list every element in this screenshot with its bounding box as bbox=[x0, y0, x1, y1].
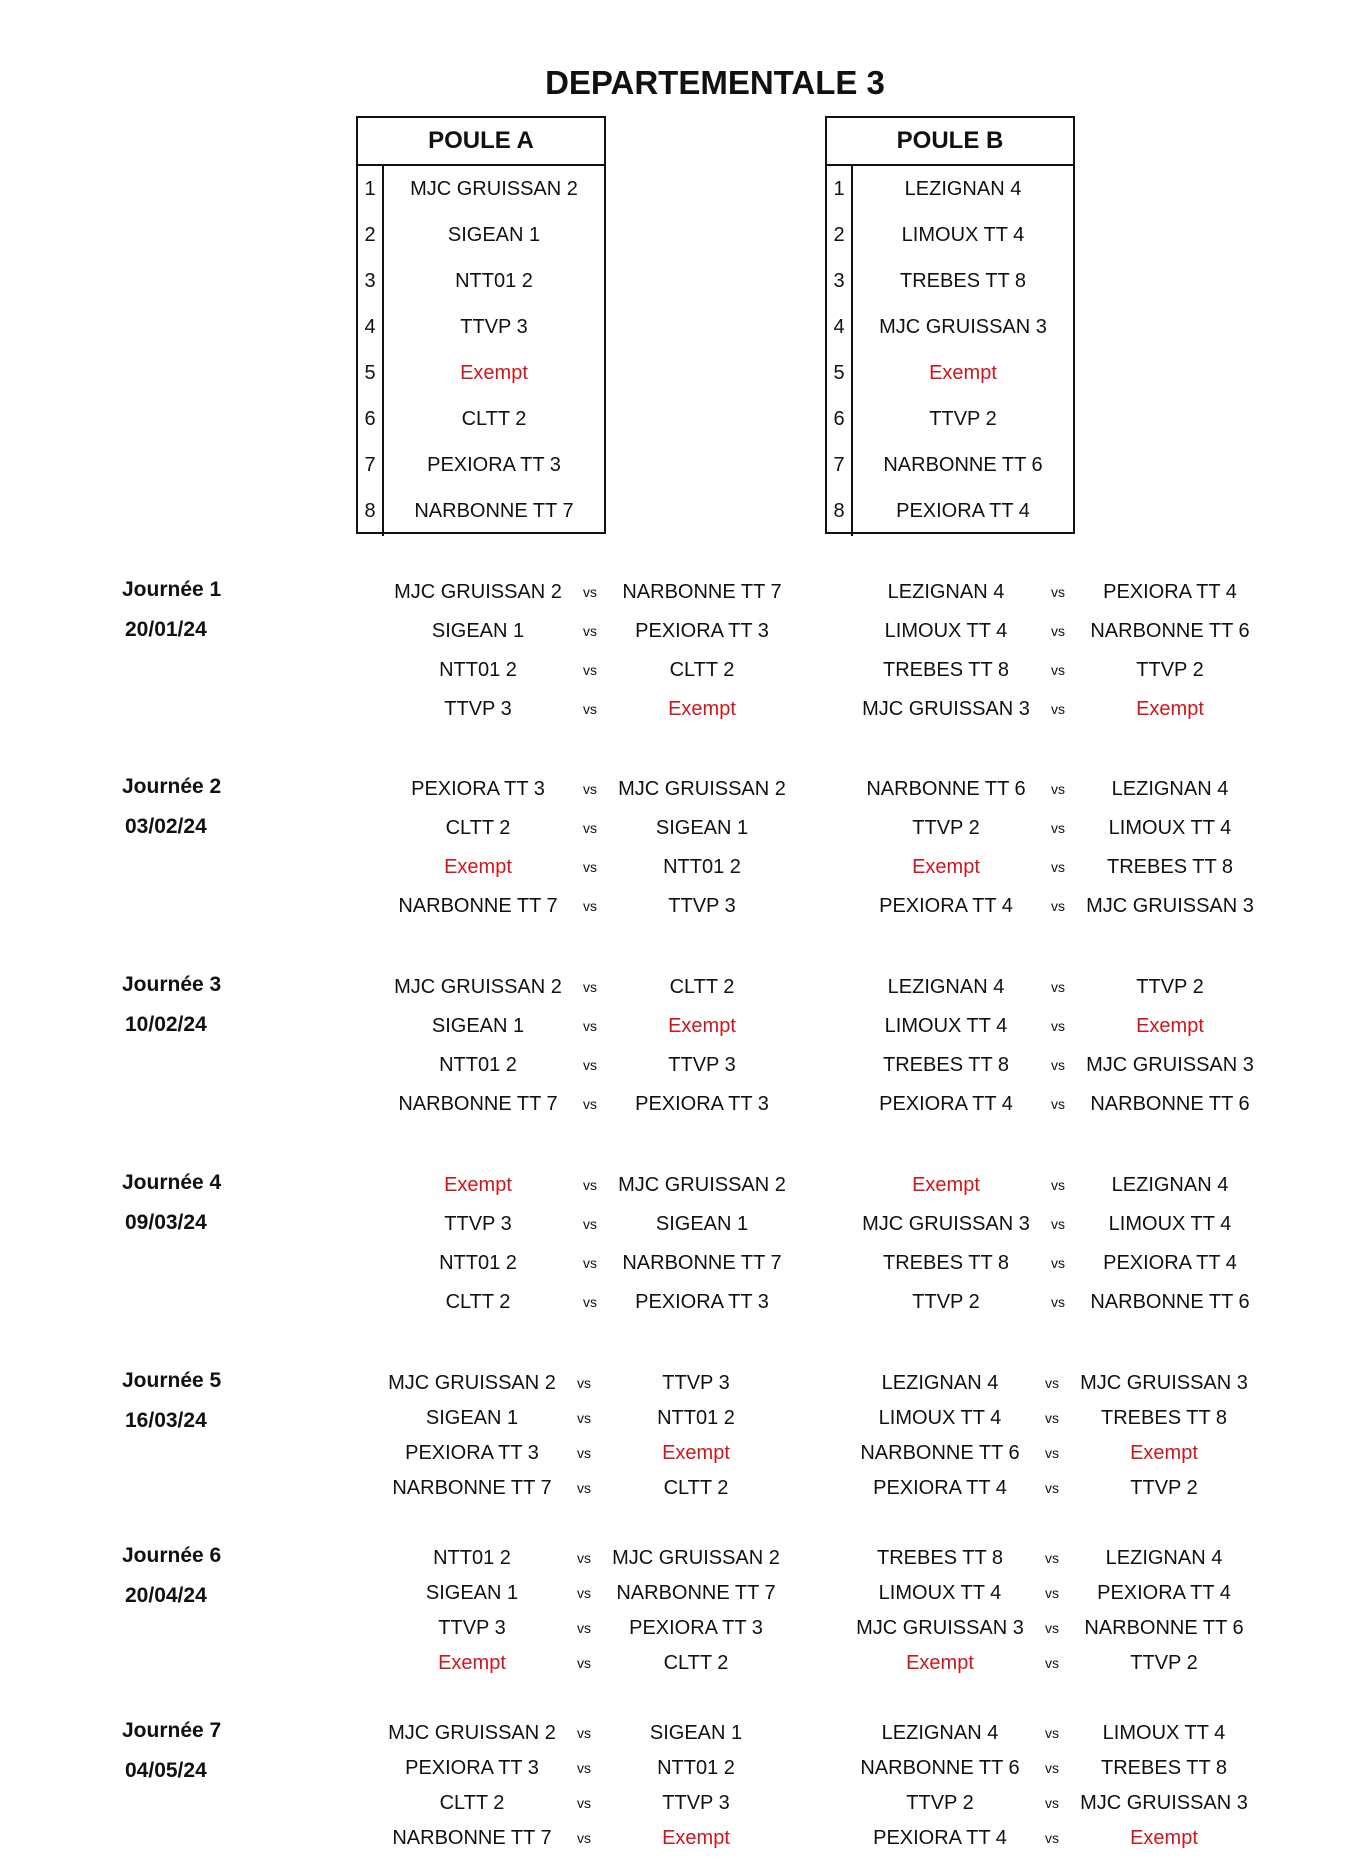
away-team: CLTT 2 bbox=[669, 659, 735, 681]
away-team: Exempt bbox=[1130, 1442, 1198, 1464]
home-team: PEXIORA TT 4 bbox=[873, 1827, 1007, 1849]
away-team: NARBONNE TT 7 bbox=[616, 1582, 776, 1604]
home-team: PEXIORA TT 3 bbox=[405, 1442, 539, 1464]
journee-label: Journée 5 bbox=[122, 1369, 222, 1392]
home-team: Exempt bbox=[444, 856, 512, 878]
team-number: 5 bbox=[364, 362, 376, 384]
away-team: PEXIORA TT 3 bbox=[629, 1617, 763, 1639]
home-team: NTT01 2 bbox=[439, 659, 517, 681]
poule-team-row bbox=[827, 166, 1073, 212]
vs-label: vs bbox=[1051, 1216, 1065, 1232]
journee-date: 09/03/24 bbox=[125, 1211, 207, 1234]
journee-date: 20/04/24 bbox=[125, 1584, 207, 1607]
home-team: LEZIGNAN 4 bbox=[887, 976, 1005, 998]
vs-label: vs bbox=[577, 1620, 591, 1636]
journee-label: Journée 6 bbox=[122, 1544, 222, 1567]
home-team: NARBONNE TT 7 bbox=[392, 1827, 552, 1849]
home-team: CLTT 2 bbox=[439, 1792, 505, 1814]
vs-label: vs bbox=[1045, 1585, 1059, 1601]
vs-label: vs bbox=[1045, 1795, 1059, 1811]
away-team: TTVP 2 bbox=[1136, 659, 1204, 681]
away-team: NARBONNE TT 6 bbox=[1090, 620, 1250, 642]
home-team: Exempt bbox=[906, 1652, 974, 1674]
home-team: SIGEAN 1 bbox=[425, 1407, 519, 1429]
vs-label: vs bbox=[1051, 662, 1065, 678]
vs-label: vs bbox=[1045, 1375, 1059, 1391]
away-team: LEZIGNAN 4 bbox=[1111, 778, 1229, 800]
team-name: PEXIORA TT 3 bbox=[427, 454, 561, 476]
away-team: SIGEAN 1 bbox=[655, 1213, 749, 1235]
away-team: PEXIORA TT 3 bbox=[635, 1291, 769, 1313]
poule-team-row bbox=[827, 396, 1073, 442]
poule-team-row bbox=[358, 166, 604, 212]
team-number: 1 bbox=[364, 178, 376, 200]
team-name: NTT01 2 bbox=[455, 270, 533, 292]
home-team: TTVP 2 bbox=[912, 1291, 980, 1313]
team-number: 7 bbox=[833, 454, 845, 476]
home-team: TTVP 2 bbox=[912, 817, 980, 839]
vs-label: vs bbox=[577, 1550, 591, 1566]
vs-label: vs bbox=[1045, 1480, 1059, 1496]
home-team: NTT01 2 bbox=[433, 1547, 511, 1569]
vs-label: vs bbox=[1051, 1177, 1065, 1193]
away-team: MJC GRUISSAN 2 bbox=[618, 1174, 786, 1196]
home-team: SIGEAN 1 bbox=[431, 1015, 525, 1037]
vs-label: vs bbox=[583, 1294, 597, 1310]
vs-label: vs bbox=[583, 979, 597, 995]
poule-team-row bbox=[358, 258, 604, 304]
page-title: DEPARTEMENTALE 3 bbox=[545, 64, 885, 101]
journee-date: 20/01/24 bbox=[125, 618, 207, 641]
poule-team-row bbox=[827, 488, 1073, 534]
vs-label: vs bbox=[1051, 701, 1065, 717]
away-team: NARBONNE TT 7 bbox=[622, 581, 782, 603]
vs-label: vs bbox=[577, 1655, 591, 1671]
home-team: NARBONNE TT 7 bbox=[398, 895, 558, 917]
vs-label: vs bbox=[583, 1018, 597, 1034]
away-team: Exempt bbox=[662, 1827, 730, 1849]
team-number: 5 bbox=[833, 362, 845, 384]
team-name: Exempt bbox=[929, 362, 997, 384]
home-team: LEZIGNAN 4 bbox=[887, 581, 1005, 603]
away-team: NARBONNE TT 6 bbox=[1090, 1093, 1250, 1115]
team-number: 7 bbox=[364, 454, 376, 476]
away-team: TTVP 2 bbox=[1130, 1652, 1198, 1674]
away-team: Exempt bbox=[1136, 1015, 1204, 1037]
home-team: PEXIORA TT 3 bbox=[411, 778, 545, 800]
team-number: 8 bbox=[833, 500, 845, 522]
home-team: TTVP 3 bbox=[438, 1617, 506, 1639]
vs-label: vs bbox=[1051, 1255, 1065, 1271]
poule-team-row bbox=[358, 488, 604, 534]
vs-label: vs bbox=[583, 1057, 597, 1073]
vs-label: vs bbox=[1045, 1550, 1059, 1566]
journee-label: Journée 7 bbox=[122, 1719, 222, 1742]
poule-team-row bbox=[358, 350, 604, 396]
home-team: Exempt bbox=[912, 1174, 980, 1196]
team-name: LEZIGNAN 4 bbox=[904, 178, 1022, 200]
away-team: CLTT 2 bbox=[663, 1477, 729, 1499]
vs-label: vs bbox=[577, 1375, 591, 1391]
journee-date: 10/02/24 bbox=[125, 1013, 207, 1036]
team-name: TTVP 2 bbox=[929, 408, 997, 430]
home-team: TTVP 3 bbox=[444, 1213, 512, 1235]
away-team: LEZIGNAN 4 bbox=[1111, 1174, 1229, 1196]
away-team: MJC GRUISSAN 3 bbox=[1080, 1372, 1248, 1394]
team-number: 6 bbox=[364, 408, 376, 430]
vs-label: vs bbox=[1045, 1445, 1059, 1461]
home-team: TREBES TT 8 bbox=[883, 1252, 1009, 1274]
away-team: SIGEAN 1 bbox=[655, 817, 749, 839]
journee-date: 03/02/24 bbox=[125, 815, 207, 838]
away-team: LIMOUX TT 4 bbox=[1102, 1722, 1226, 1744]
poule-team-row bbox=[827, 258, 1073, 304]
home-team: MJC GRUISSAN 2 bbox=[388, 1722, 556, 1744]
team-number: 6 bbox=[833, 408, 845, 430]
home-team: CLTT 2 bbox=[445, 817, 511, 839]
away-team: Exempt bbox=[1130, 1827, 1198, 1849]
home-team: CLTT 2 bbox=[445, 1291, 511, 1313]
away-team: LIMOUX TT 4 bbox=[1108, 817, 1232, 839]
vs-label: vs bbox=[1051, 820, 1065, 836]
vs-label: vs bbox=[577, 1830, 591, 1846]
team-number: 8 bbox=[364, 500, 376, 522]
poule-team-row bbox=[358, 442, 604, 488]
away-team: MJC GRUISSAN 3 bbox=[1080, 1792, 1248, 1814]
vs-label: vs bbox=[583, 701, 597, 717]
home-team: NARBONNE TT 6 bbox=[860, 1757, 1020, 1779]
team-number: 3 bbox=[364, 270, 376, 292]
away-team: MJC GRUISSAN 3 bbox=[1086, 895, 1254, 917]
team-number: 2 bbox=[364, 224, 376, 246]
home-team: TTVP 2 bbox=[906, 1792, 974, 1814]
away-team: PEXIORA TT 4 bbox=[1103, 1252, 1237, 1274]
home-team: NARBONNE TT 7 bbox=[398, 1093, 558, 1115]
vs-label: vs bbox=[583, 1096, 597, 1112]
home-team: NARBONNE TT 7 bbox=[392, 1477, 552, 1499]
away-team: NTT01 2 bbox=[657, 1407, 735, 1429]
home-team: MJC GRUISSAN 2 bbox=[388, 1372, 556, 1394]
away-team: TTVP 3 bbox=[662, 1792, 730, 1814]
away-team: CLTT 2 bbox=[669, 976, 735, 998]
home-team: TTVP 3 bbox=[444, 698, 512, 720]
team-name: NARBONNE TT 6 bbox=[883, 454, 1043, 476]
vs-label: vs bbox=[577, 1795, 591, 1811]
poule-team-row bbox=[827, 442, 1073, 488]
home-team: TREBES TT 8 bbox=[883, 659, 1009, 681]
away-team: Exempt bbox=[662, 1442, 730, 1464]
away-team: CLTT 2 bbox=[663, 1652, 729, 1674]
away-team: MJC GRUISSAN 3 bbox=[1086, 1054, 1254, 1076]
vs-label: vs bbox=[1045, 1760, 1059, 1776]
home-team: Exempt bbox=[444, 1174, 512, 1196]
home-team: PEXIORA TT 3 bbox=[405, 1757, 539, 1779]
vs-label: vs bbox=[577, 1760, 591, 1776]
home-team: LIMOUX TT 4 bbox=[878, 1407, 1002, 1429]
home-team: LIMOUX TT 4 bbox=[884, 620, 1008, 642]
vs-label: vs bbox=[1051, 623, 1065, 639]
poule-team-row bbox=[827, 304, 1073, 350]
vs-label: vs bbox=[583, 623, 597, 639]
poule-b-rows bbox=[827, 166, 1073, 534]
poule-team-row bbox=[827, 212, 1073, 258]
away-team: MJC GRUISSAN 2 bbox=[612, 1547, 780, 1569]
poule-team-row bbox=[358, 304, 604, 350]
poule-a-table bbox=[356, 116, 606, 534]
away-team: NARBONNE TT 7 bbox=[622, 1252, 782, 1274]
journee-date: 16/03/24 bbox=[125, 1409, 207, 1432]
vs-label: vs bbox=[1051, 979, 1065, 995]
vs-label: vs bbox=[1051, 1057, 1065, 1073]
journee-label: Journée 2 bbox=[122, 775, 222, 798]
poule-team-row bbox=[358, 212, 604, 258]
home-team: NTT01 2 bbox=[439, 1054, 517, 1076]
away-team: Exempt bbox=[668, 698, 736, 720]
home-team: PEXIORA TT 4 bbox=[873, 1477, 1007, 1499]
vs-label: vs bbox=[1051, 1096, 1065, 1112]
poule-team-row bbox=[827, 350, 1073, 396]
away-team: Exempt bbox=[1136, 698, 1204, 720]
away-team: PEXIORA TT 3 bbox=[635, 620, 769, 642]
away-team: Exempt bbox=[668, 1015, 736, 1037]
away-team: TREBES TT 8 bbox=[1107, 856, 1233, 878]
team-name: MJC GRUISSAN 2 bbox=[410, 178, 578, 200]
team-number: 1 bbox=[833, 178, 845, 200]
team-name: Exempt bbox=[460, 362, 528, 384]
home-team: TREBES TT 8 bbox=[877, 1547, 1003, 1569]
home-team: MJC GRUISSAN 3 bbox=[862, 698, 1030, 720]
vs-label: vs bbox=[1045, 1725, 1059, 1741]
away-team: NARBONNE TT 6 bbox=[1084, 1617, 1244, 1639]
home-team: MJC GRUISSAN 3 bbox=[862, 1213, 1030, 1235]
home-team: LIMOUX TT 4 bbox=[884, 1015, 1008, 1037]
vs-label: vs bbox=[577, 1585, 591, 1601]
home-team: NTT01 2 bbox=[439, 1252, 517, 1274]
away-team: TTVP 3 bbox=[668, 1054, 736, 1076]
vs-label: vs bbox=[1051, 781, 1065, 797]
home-team: Exempt bbox=[438, 1652, 506, 1674]
away-team: TREBES TT 8 bbox=[1101, 1757, 1227, 1779]
vs-label: vs bbox=[583, 859, 597, 875]
away-team: TTVP 3 bbox=[668, 895, 736, 917]
poule-a-rows bbox=[358, 166, 604, 534]
vs-label: vs bbox=[577, 1445, 591, 1461]
team-name: LIMOUX TT 4 bbox=[901, 224, 1025, 246]
away-team: NTT01 2 bbox=[657, 1757, 735, 1779]
team-name: TREBES TT 8 bbox=[900, 270, 1026, 292]
vs-label: vs bbox=[577, 1480, 591, 1496]
team-number: 4 bbox=[364, 316, 376, 338]
team-number: 4 bbox=[833, 316, 845, 338]
home-team: NARBONNE TT 6 bbox=[866, 778, 1026, 800]
home-team: LEZIGNAN 4 bbox=[881, 1722, 999, 1744]
home-team: SIGEAN 1 bbox=[425, 1582, 519, 1604]
away-team: SIGEAN 1 bbox=[649, 1722, 743, 1744]
team-name: PEXIORA TT 4 bbox=[896, 500, 1030, 522]
vs-label: vs bbox=[1045, 1620, 1059, 1636]
away-team: TTVP 2 bbox=[1130, 1477, 1198, 1499]
vs-label: vs bbox=[583, 1216, 597, 1232]
vs-label: vs bbox=[1051, 1294, 1065, 1310]
team-name: SIGEAN 1 bbox=[447, 224, 541, 246]
away-team: LEZIGNAN 4 bbox=[1105, 1547, 1223, 1569]
home-team: TREBES TT 8 bbox=[883, 1054, 1009, 1076]
home-team: PEXIORA TT 4 bbox=[879, 895, 1013, 917]
away-team: TTVP 2 bbox=[1136, 976, 1204, 998]
vs-label: vs bbox=[1051, 898, 1065, 914]
vs-label: vs bbox=[1051, 859, 1065, 875]
journee-label: Journée 1 bbox=[122, 578, 222, 601]
vs-label: vs bbox=[583, 662, 597, 678]
poule-b-header: POULE B bbox=[827, 118, 1073, 166]
team-name: CLTT 2 bbox=[461, 408, 527, 430]
poule-team-row bbox=[358, 396, 604, 442]
home-team: MJC GRUISSAN 2 bbox=[394, 581, 562, 603]
away-team: PEXIORA TT 4 bbox=[1097, 1582, 1231, 1604]
poule-a-header: POULE A bbox=[358, 118, 604, 166]
vs-label: vs bbox=[1045, 1655, 1059, 1671]
home-team: MJC GRUISSAN 3 bbox=[856, 1617, 1024, 1639]
home-team: NARBONNE TT 6 bbox=[860, 1442, 1020, 1464]
vs-label: vs bbox=[1051, 1018, 1065, 1034]
away-team: MJC GRUISSAN 2 bbox=[618, 778, 786, 800]
away-team: NARBONNE TT 6 bbox=[1090, 1291, 1250, 1313]
team-number: 3 bbox=[833, 270, 845, 292]
home-team: SIGEAN 1 bbox=[431, 620, 525, 642]
home-team: LEZIGNAN 4 bbox=[881, 1372, 999, 1394]
home-team: LIMOUX TT 4 bbox=[878, 1582, 1002, 1604]
vs-label: vs bbox=[1051, 584, 1065, 600]
away-team: PEXIORA TT 3 bbox=[635, 1093, 769, 1115]
team-name: NARBONNE TT 7 bbox=[414, 500, 574, 522]
vs-label: vs bbox=[583, 1255, 597, 1271]
journee-date: 04/05/24 bbox=[125, 1759, 207, 1782]
home-team: PEXIORA TT 4 bbox=[879, 1093, 1013, 1115]
poule-b-table bbox=[825, 116, 1075, 534]
away-team: TTVP 3 bbox=[662, 1372, 730, 1394]
vs-label: vs bbox=[577, 1410, 591, 1426]
team-name: TTVP 3 bbox=[460, 316, 528, 338]
home-team: Exempt bbox=[912, 856, 980, 878]
vs-label: vs bbox=[583, 1177, 597, 1193]
vs-label: vs bbox=[1045, 1830, 1059, 1846]
vs-label: vs bbox=[583, 584, 597, 600]
vs-label: vs bbox=[583, 898, 597, 914]
away-team: NTT01 2 bbox=[663, 856, 741, 878]
team-number: 2 bbox=[833, 224, 845, 246]
vs-label: vs bbox=[583, 820, 597, 836]
journee-label: Journée 3 bbox=[122, 973, 222, 996]
vs-label: vs bbox=[583, 781, 597, 797]
vs-label: vs bbox=[1045, 1410, 1059, 1426]
journee-label: Journée 4 bbox=[122, 1171, 222, 1194]
home-team: MJC GRUISSAN 2 bbox=[394, 976, 562, 998]
team-name: MJC GRUISSAN 3 bbox=[879, 316, 1047, 338]
away-team: LIMOUX TT 4 bbox=[1108, 1213, 1232, 1235]
away-team: PEXIORA TT 4 bbox=[1103, 581, 1237, 603]
vs-label: vs bbox=[577, 1725, 591, 1741]
away-team: TREBES TT 8 bbox=[1101, 1407, 1227, 1429]
